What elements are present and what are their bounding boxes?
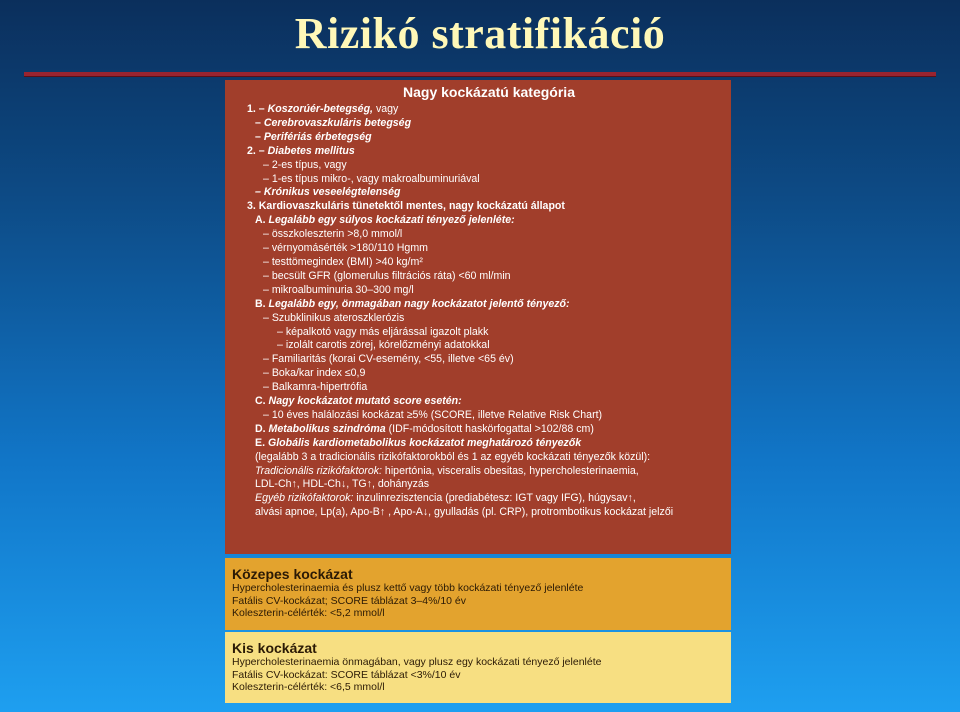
- high-risk-item-3b-2: – Familiaritás (korai CV-esemény, <55, illetve <65 év): [263, 353, 514, 366]
- high-risk-item-1b: – Cerebrovaszkuláris betegség: [255, 116, 412, 129]
- high-risk-item-3c: C. Nagy kockázatot mutató score esetén:: [255, 395, 462, 408]
- medium-risk-heading: Közepes kockázat: [232, 566, 353, 582]
- high-risk-item-3a: A. Legalább egy súlyos kockázati tényező jelenléte:: [255, 214, 515, 227]
- high-risk-item-1: 1. – Koszorúér-betegség, vagy: [247, 103, 399, 115]
- high-risk-item-3b-1: – Szubklinikus ateroszklerózis: [263, 311, 405, 324]
- slide-title: Rizikó stratifikáció: [294, 9, 666, 58]
- high-risk-item-3b-1b: – izolált carotis zörej, kórelőzményi adatokkal: [277, 339, 490, 352]
- low-risk-line-3: Koleszterin-célérték: <6,5 mmol/l: [232, 681, 385, 694]
- medium-risk-line-3: Koleszterin-célérték: <5,2 mmol/l: [232, 607, 385, 620]
- high-risk-panel: [225, 80, 731, 554]
- high-risk-item-3b: B. Legalább egy, önmagában nagy kockázatot jelentő tényező:: [255, 297, 570, 310]
- high-risk-item-2: 2. – Diabetes mellitus: [247, 144, 355, 157]
- high-risk-item-3b-4: – Balkamra-hipertrófia: [263, 381, 368, 394]
- high-risk-item-3e-other-cont: alvási apnoe, Lp(a), Apo-B↑ , Apo-A↓, gyulladás (pl. CRP), protrombotikus kockázat jelzői: [255, 506, 674, 519]
- high-risk-item-3a-5: – mikroalbuminuria 30–300 mg/l: [263, 283, 414, 296]
- low-risk-line-1: Hypercholesterinaemia önmagában, vagy plusz egy kockázati tényező jelenléte: [232, 656, 602, 668]
- high-risk-item-3a-2: – vérnyomásérték >180/110 Hgmm: [263, 242, 428, 255]
- high-risk-item-3: 3. Kardiovaszkuláris tünetektől mentes, nagy kockázatú állapot: [247, 200, 565, 213]
- low-risk-heading: Kis kockázat: [232, 640, 317, 656]
- high-risk-item-3d: D. Metabolikus szindróma (IDF-módosított haskörfogattal >102/88 cm): [255, 422, 594, 435]
- medium-risk-line-2: Fatális CV-kockázat; SCORE táblázat 3–4%/10 év: [232, 594, 467, 607]
- high-risk-item-3a-3: – testtömegindex (BMI) >40 kg/m²: [263, 255, 423, 268]
- high-risk-item-3c-1: – 10 éves halálozási kockázat ≥5% (SCORE, illetve Relative Risk Chart): [263, 408, 603, 421]
- high-risk-item-3e-note: (legalább 3 a tradicionális rizikófaktorokból és 1 az egyéb kockázati tényezők közül):: [255, 450, 651, 463]
- high-risk-item-3e-traditional-cont: LDL-Ch↑, HDL-Ch↓, TG↑, dohányzás: [255, 478, 430, 491]
- high-risk-item-2a: – 2-es típus, vagy: [263, 158, 347, 171]
- high-risk-item-3e: E. Globális kardiometabolikus kockázatot meghatározó tényezők: [255, 436, 582, 449]
- high-risk-item-3e-traditional: Tradicionális rizikófaktorok: hipertónia, visceralis obesitas, hypercholesterinaemia,: [255, 464, 639, 477]
- high-risk-item-3a-4: – becsült GFR (glomerulus filtrációs ráta) <60 ml/min: [263, 269, 511, 282]
- high-risk-heading: Nagy kockázatú kategória: [403, 84, 575, 100]
- high-risk-item-1c: – Perifériás érbetegség: [255, 130, 372, 143]
- low-risk-line-2: Fatális CV-kockázat: SCORE táblázat <3%/10 év: [232, 668, 461, 681]
- high-risk-item-3b-1a: – képalkotó vagy más eljárással igazolt plakk: [277, 325, 489, 338]
- high-risk-item-3a-1: – összkoleszterin >8,0 mmol/l: [263, 228, 403, 241]
- high-risk-item-3e-other: Egyéb rizikófaktorok: inzulinrezisztencia (prediabétesz: IGT vagy IFG), húgysav↑,: [255, 492, 636, 505]
- medium-risk-line-1: Hypercholesterinaemia és plusz kettő vagy több kockázati tényező jelenléte: [232, 582, 584, 594]
- high-risk-item-2c: – Krónikus veseelégtelenség: [255, 186, 401, 199]
- high-risk-item-2b: – 1-es típus mikro-, vagy makroalbuminuriával: [263, 172, 480, 185]
- title-divider: [24, 72, 936, 77]
- high-risk-item-3b-3: – Boka/kar index ≤0,9: [263, 367, 366, 380]
- low-risk-panel: [225, 632, 731, 703]
- medium-risk-panel: [225, 558, 731, 630]
